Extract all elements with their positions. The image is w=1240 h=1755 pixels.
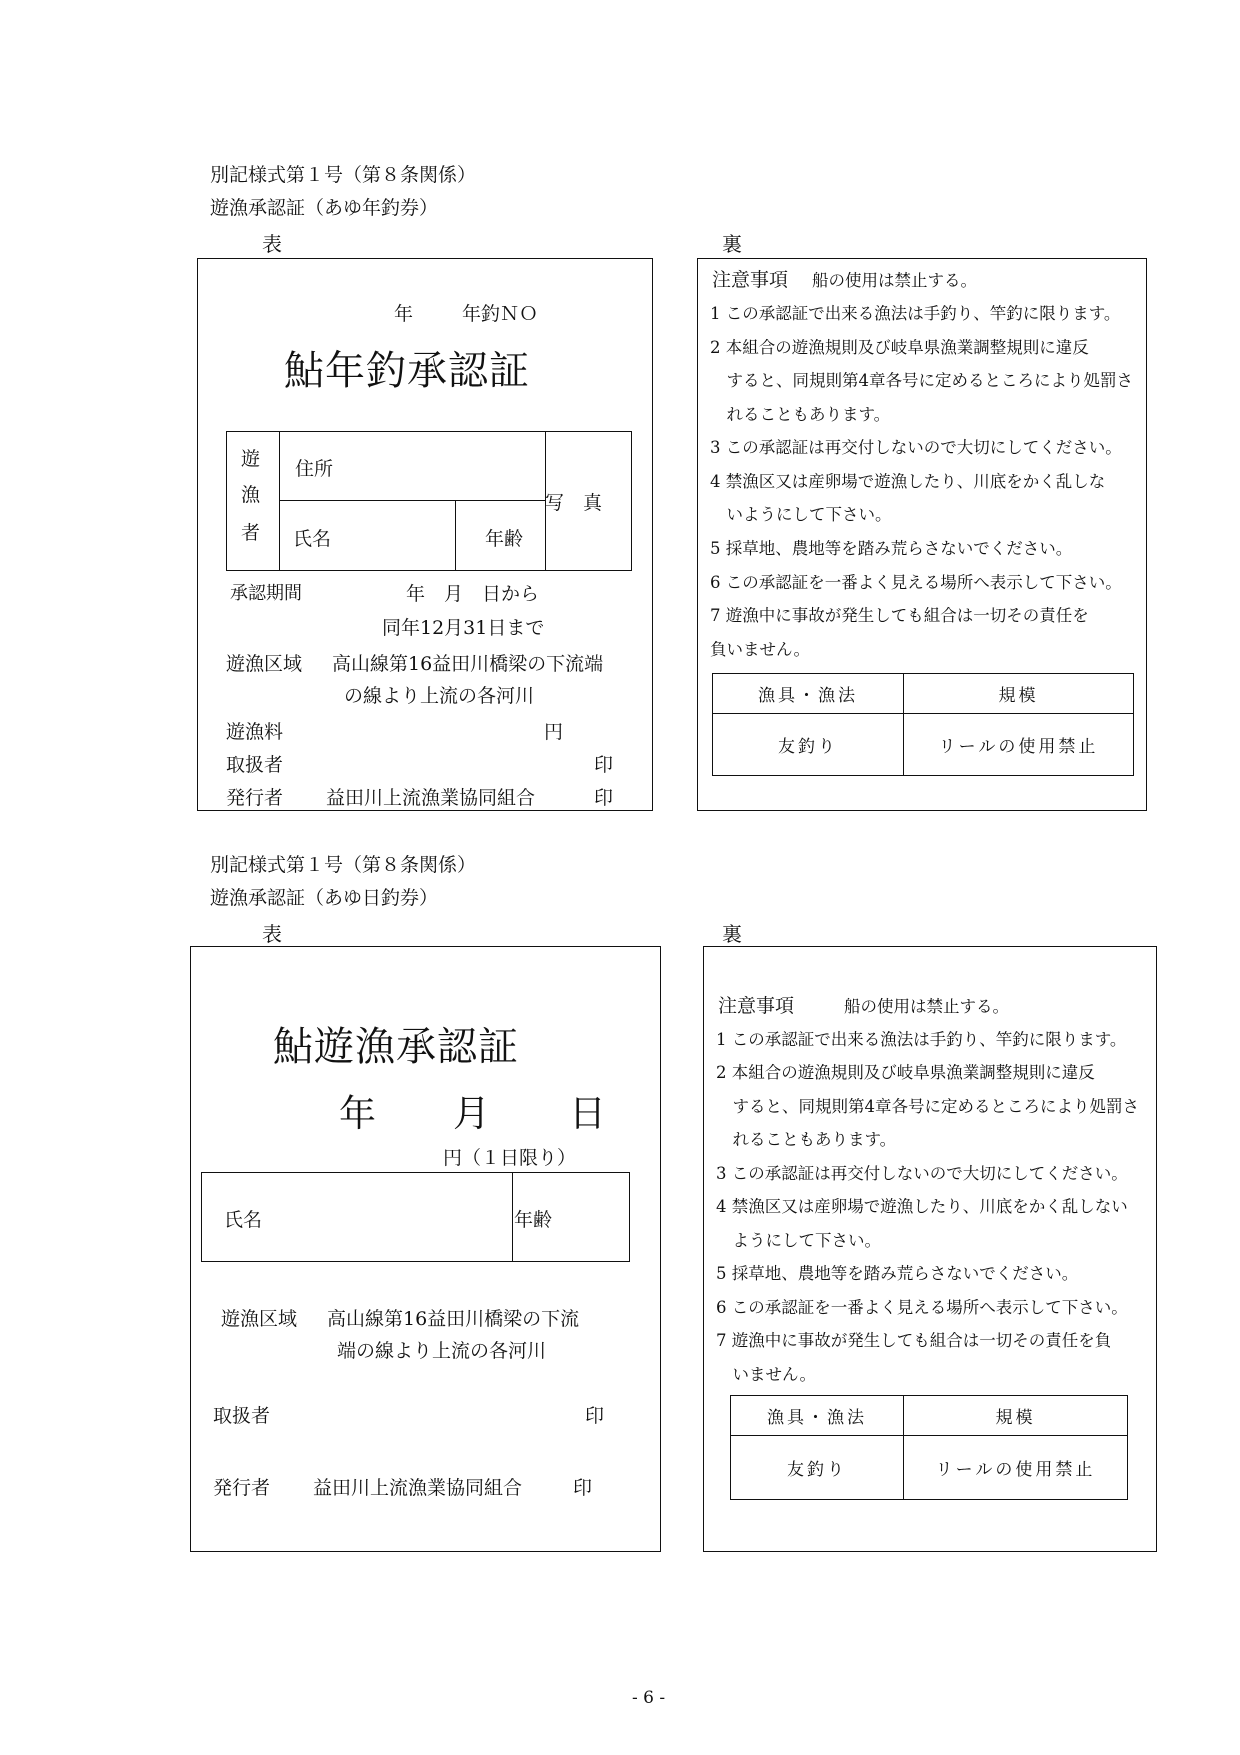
period-line1: 年 月 日から <box>406 583 540 605</box>
area-line2: 端の線より上流の各河川 <box>337 1340 547 1362</box>
area-line1: 高山線第16益田川橋梁の下流端 <box>332 653 604 675</box>
notice-line: すると、同規則第4章各号に定めるところにより処罰さ <box>710 371 1133 390</box>
area-line1: 高山線第16益田川橋梁の下流 <box>327 1308 580 1330</box>
date-year: 年 <box>339 1092 376 1135</box>
form1-back-card <box>697 258 1147 811</box>
notice-sub: 船の使用は禁止する。 <box>844 997 1009 1016</box>
issuer-name: 益田川上流漁業協同組合 <box>313 1477 523 1499</box>
price-line: 円（１日限り） <box>443 1147 577 1169</box>
notice-title: 注意事項 <box>718 995 795 1017</box>
tackle-header: 漁具・漁法 <box>731 1396 904 1436</box>
angler-char-3: 者 <box>241 522 261 544</box>
notice-line: いません。 <box>716 1365 816 1384</box>
form1-front-label: 表 <box>262 232 282 256</box>
angler-char-2: 漁 <box>241 484 261 506</box>
tackle-table <box>730 1395 1128 1500</box>
issuer-label: 発行者 <box>226 787 284 809</box>
tackle-header: 漁具・漁法 <box>713 674 904 714</box>
form2-back-label: 裏 <box>722 922 742 946</box>
notice-line: ようにして下さい。 <box>716 1231 881 1250</box>
name-label: 氏名 <box>293 528 332 550</box>
issuer-name: 益田川上流漁業協同組合 <box>326 787 536 809</box>
issuer-seal: 印 <box>594 787 614 809</box>
area-line2: の線より上流の各河川 <box>344 685 535 707</box>
notice-line: 1 この承認証で出来る漁法は手釣り、竿釣に限ります。 <box>716 1030 1127 1049</box>
notice-sub: 船の使用は禁止する。 <box>812 271 977 290</box>
notice-line: 5 採草地、農地等を踏み荒らさないでください。 <box>710 539 1073 558</box>
area-label: 遊漁区域 <box>226 653 303 675</box>
form1-caption: 別記様式第１号（第８条関係） <box>210 164 477 186</box>
address-label: 住所 <box>295 458 334 480</box>
photo-label: 写 真 <box>545 492 603 514</box>
date-month: 月 <box>453 1092 490 1135</box>
area-label: 遊漁区域 <box>221 1308 298 1330</box>
notice-title: 注意事項 <box>712 269 789 291</box>
notice-line: 1 この承認証で出来る漁法は手釣り、竿釣に限ります。 <box>710 304 1121 323</box>
scale-cell: リールの使用禁止 <box>904 1436 1128 1500</box>
notice-line: 2 本組合の遊漁規則及び岐阜県漁業調整規則に違反 <box>716 1063 1095 1082</box>
handler-label: 取扱者 <box>226 754 284 776</box>
scale-header: 規模 <box>904 1396 1128 1436</box>
form1-back-label: 裏 <box>722 232 742 256</box>
page-number: - 6 - <box>632 1688 666 1708</box>
name-label: 氏名 <box>224 1209 263 1231</box>
notice-line: 5 採草地、農地等を踏み荒らさないでください。 <box>716 1264 1079 1283</box>
notice-line: 4 禁漁区又は産卵場で遊漁したり、川底をかく乱しな <box>710 472 1106 491</box>
notice-line: 2 本組合の遊漁規則及び岐阜県漁業調整規則に違反 <box>710 338 1089 357</box>
form1-angler-table <box>226 431 632 571</box>
scale-cell: リールの使用禁止 <box>904 714 1134 776</box>
form1-number-label: 年釣ＮＯ <box>462 303 539 325</box>
issuer-label: 発行者 <box>213 1477 271 1499</box>
form2-front-label: 表 <box>262 922 282 946</box>
fee-unit: 円 <box>544 721 564 743</box>
fee-label: 遊漁料 <box>226 721 284 743</box>
notice-line: 3 この承認証は再交付しないので大切にしてください。 <box>716 1164 1128 1183</box>
notice-line: 6 この承認証を一番よく見える場所へ表示して下さい。 <box>710 573 1122 592</box>
notice-line: れることもあります。 <box>710 405 891 424</box>
form2-back-card <box>703 946 1157 1552</box>
form1-title: 鮎年釣承認証 <box>284 348 530 394</box>
form2-front-card <box>190 946 661 1552</box>
form2-name-table <box>201 1172 630 1262</box>
period-line2: 同年12月31日まで <box>382 617 545 639</box>
notice-line: れることもあります。 <box>716 1130 897 1149</box>
period-label: 承認期間 <box>230 583 302 604</box>
date-day: 日 <box>569 1092 606 1135</box>
form2-subtitle: 遊漁承認証（あゆ日釣券） <box>210 887 439 909</box>
angler-char-1: 遊 <box>241 448 261 470</box>
issuer-seal: 印 <box>573 1477 593 1499</box>
form1-front-card <box>197 258 653 811</box>
notice-line: 負いません。 <box>710 640 810 659</box>
form1-year-label: 年 <box>394 303 414 325</box>
tackle-cell: 友釣り <box>731 1436 904 1500</box>
notice-line: 6 この承認証を一番よく見える場所へ表示して下さい。 <box>716 1298 1128 1317</box>
notice-line: 3 この承認証は再交付しないので大切にしてください。 <box>710 438 1122 457</box>
handler-label: 取扱者 <box>213 1405 271 1427</box>
form2-caption: 別記様式第１号（第８条関係） <box>210 854 477 876</box>
tackle-table <box>712 673 1134 776</box>
scale-header: 規模 <box>904 674 1134 714</box>
notice-line: 7 遊漁中に事故が発生しても組合は一切その責任を負 <box>716 1331 1112 1350</box>
tackle-cell: 友釣り <box>713 714 904 776</box>
notice-line: すると、同規則第4章各号に定めるところにより処罰さ <box>716 1097 1139 1116</box>
notice-line: 7 遊漁中に事故が発生しても組合は一切その責任を <box>710 606 1089 625</box>
age-label: 年齢 <box>485 528 524 550</box>
handler-seal: 印 <box>585 1405 605 1427</box>
notice-line: いようにして下さい。 <box>710 505 892 524</box>
notice-line: 4 禁漁区又は産卵場で遊漁したり、川底をかく乱しない <box>716 1197 1128 1216</box>
handler-seal: 印 <box>594 754 614 776</box>
form2-title: 鮎遊漁承認証 <box>273 1024 519 1070</box>
form1-subtitle: 遊漁承認証（あゆ年釣券） <box>210 197 439 219</box>
age-label: 年齢 <box>514 1209 553 1231</box>
